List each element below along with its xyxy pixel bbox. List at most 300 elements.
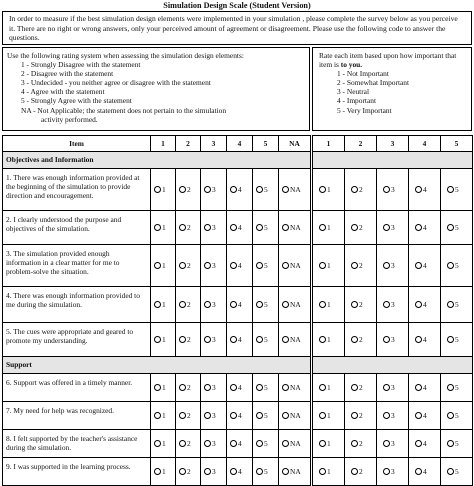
radio-circle-icon[interactable] (319, 186, 326, 193)
radio-circle-icon[interactable] (415, 384, 422, 391)
rating-option[interactable] (345, 245, 377, 287)
rating-option-label: 5 (264, 382, 268, 392)
radio-circle-icon[interactable] (204, 440, 211, 447)
section-heading: Support (3, 357, 311, 374)
rating-option[interactable] (201, 458, 227, 486)
radio-circle-icon[interactable] (351, 336, 358, 343)
rating-column-header: 5 (253, 136, 279, 152)
rating-option[interactable] (176, 402, 201, 430)
rating-option[interactable] (313, 402, 345, 430)
radio-circle-icon[interactable] (319, 412, 326, 419)
rating-option[interactable] (279, 245, 311, 287)
rating-option[interactable] (345, 374, 377, 402)
radio-circle-icon[interactable] (230, 412, 237, 419)
radio-circle-icon[interactable] (230, 384, 237, 391)
rating-option[interactable] (253, 211, 279, 245)
rating-option-label: 3 (212, 466, 216, 476)
importance-legend-item: 4 - Important (337, 96, 376, 106)
rating-option-label: 3 (391, 299, 395, 309)
rating-option-label: 5 (455, 382, 459, 392)
rating-option[interactable] (151, 169, 176, 211)
rating-option[interactable] (409, 245, 441, 287)
rating-option[interactable] (345, 211, 377, 245)
importance-legend-heading-text: Rate each item based upon how important that item is (319, 51, 457, 70)
rating-option[interactable] (377, 402, 409, 430)
rating-option[interactable] (345, 287, 377, 323)
radio-circle-icon[interactable] (447, 186, 454, 193)
importance-column-header: 4 (409, 136, 441, 152)
rating-option-label: 5 (455, 410, 459, 420)
rating-option[interactable] (313, 430, 345, 458)
rating-option[interactable] (151, 323, 176, 357)
radio-circle-icon[interactable] (447, 384, 454, 391)
radio-circle-icon[interactable] (256, 384, 263, 391)
rating-option[interactable] (227, 458, 253, 486)
rating-option-label: 1 (327, 410, 331, 420)
rating-option[interactable] (441, 402, 473, 430)
radio-circle-icon[interactable] (179, 468, 186, 475)
radio-circle-icon[interactable] (319, 301, 326, 308)
importance-legend-item: 5 - Very Important (337, 105, 392, 115)
rating-column-header: 2 (176, 136, 201, 152)
radio-circle-icon[interactable] (383, 224, 390, 231)
radio-circle-icon[interactable] (282, 468, 289, 475)
agreement-legend-item: 5 - Strongly Agree with the statement (21, 96, 132, 106)
radio-circle-icon[interactable] (179, 262, 186, 269)
rating-option-label: 5 (264, 222, 268, 232)
rating-option[interactable] (201, 287, 227, 323)
rating-option[interactable] (409, 211, 441, 245)
rating-option-label: NA (290, 382, 301, 392)
rating-option[interactable] (201, 211, 227, 245)
radio-circle-icon[interactable] (256, 412, 263, 419)
section-heading-fill (313, 357, 473, 374)
table-row (313, 323, 473, 357)
rating-option-label: 4 (423, 410, 427, 420)
rating-option[interactable] (409, 430, 441, 458)
table-row (313, 211, 473, 245)
rating-option-label: 5 (455, 299, 459, 309)
rating-option[interactable] (345, 169, 377, 211)
rating-option-label: 5 (264, 334, 268, 344)
rating-option[interactable] (441, 287, 473, 323)
rating-option-label: 1 (162, 438, 166, 448)
rating-option-label: 5 (264, 438, 268, 448)
radio-circle-icon[interactable] (204, 301, 211, 308)
radio-circle-icon[interactable] (230, 186, 237, 193)
rating-option[interactable] (441, 323, 473, 357)
rating-option-label: 2 (187, 222, 191, 232)
radio-circle-icon[interactable] (415, 440, 422, 447)
rating-option-label: 2 (359, 222, 363, 232)
rating-option[interactable] (441, 430, 473, 458)
radio-circle-icon[interactable] (230, 336, 237, 343)
table-row (3, 169, 311, 211)
radio-circle-icon[interactable] (415, 336, 422, 343)
rating-option-label: 1 (327, 438, 331, 448)
rating-option[interactable] (313, 211, 345, 245)
radio-circle-icon[interactable] (319, 336, 326, 343)
rating-option[interactable] (377, 430, 409, 458)
radio-circle-icon[interactable] (204, 186, 211, 193)
rating-option[interactable] (409, 374, 441, 402)
rating-option[interactable] (377, 169, 409, 211)
rating-option[interactable] (279, 169, 311, 211)
rating-option-label: 4 (238, 222, 242, 232)
radio-circle-icon[interactable] (351, 262, 358, 269)
rating-option[interactable] (151, 374, 176, 402)
rating-option[interactable] (409, 323, 441, 357)
rating-option[interactable] (377, 458, 409, 486)
radio-circle-icon[interactable] (282, 336, 289, 343)
table-row (3, 430, 311, 458)
rating-option[interactable] (176, 323, 201, 357)
rating-option[interactable] (253, 458, 279, 486)
radio-circle-icon[interactable] (204, 384, 211, 391)
rating-option-label: 5 (264, 299, 268, 309)
radio-circle-icon[interactable] (282, 301, 289, 308)
rating-option-label: 2 (187, 260, 191, 270)
rating-option[interactable] (151, 430, 176, 458)
radio-circle-icon[interactable] (230, 468, 237, 475)
rating-option[interactable] (441, 245, 473, 287)
rating-option[interactable] (176, 211, 201, 245)
radio-circle-icon[interactable] (319, 440, 326, 447)
radio-circle-icon[interactable] (256, 262, 263, 269)
radio-circle-icon[interactable] (154, 186, 161, 193)
radio-circle-icon[interactable] (154, 440, 161, 447)
table-row (3, 402, 311, 430)
radio-circle-icon[interactable] (154, 262, 161, 269)
rating-option[interactable] (279, 430, 311, 458)
radio-circle-icon[interactable] (256, 440, 263, 447)
rating-option-label: 1 (162, 260, 166, 270)
table-header-row (3, 136, 311, 152)
rating-option-label: NA (290, 438, 301, 448)
radio-circle-icon[interactable] (256, 186, 263, 193)
rating-option-label: 1 (162, 299, 166, 309)
rating-option[interactable] (253, 323, 279, 357)
radio-circle-icon[interactable] (179, 412, 186, 419)
rating-option[interactable] (176, 430, 201, 458)
radio-circle-icon[interactable] (351, 186, 358, 193)
radio-circle-icon[interactable] (204, 412, 211, 419)
rating-option[interactable] (151, 402, 176, 430)
rating-option[interactable] (253, 287, 279, 323)
rating-column-header: 3 (201, 136, 227, 152)
rating-option-label: 3 (391, 260, 395, 270)
radio-circle-icon[interactable] (447, 301, 454, 308)
section-heading: Objectives and Information (3, 152, 311, 169)
rating-option[interactable] (227, 374, 253, 402)
radio-circle-icon[interactable] (154, 301, 161, 308)
rating-option-label: 4 (423, 260, 427, 270)
radio-circle-icon[interactable] (282, 224, 289, 231)
rating-option[interactable] (377, 287, 409, 323)
section-row (313, 152, 473, 169)
rating-option[interactable] (227, 169, 253, 211)
rating-option[interactable] (227, 323, 253, 357)
radio-circle-icon[interactable] (179, 336, 186, 343)
rating-option-label: 2 (359, 382, 363, 392)
radio-circle-icon[interactable] (179, 186, 186, 193)
rating-option[interactable] (377, 245, 409, 287)
rating-option-label: 2 (359, 410, 363, 420)
radio-circle-icon[interactable] (447, 412, 454, 419)
rating-option[interactable] (279, 458, 311, 486)
agreement-legend-item: 4 - Agree with the statement (21, 87, 105, 97)
rating-option[interactable] (313, 245, 345, 287)
rating-option[interactable] (313, 287, 345, 323)
radio-circle-icon[interactable] (447, 336, 454, 343)
rating-option-label: 5 (455, 466, 459, 476)
importance-column-header: 3 (377, 136, 409, 152)
radio-circle-icon[interactable] (204, 224, 211, 231)
rating-option[interactable] (313, 323, 345, 357)
rating-option-label: 3 (212, 184, 216, 194)
rating-option-label: 4 (238, 299, 242, 309)
table-header-row (313, 136, 473, 152)
rating-option-label: 2 (187, 466, 191, 476)
rating-option[interactable] (201, 430, 227, 458)
rating-option-label: 1 (162, 184, 166, 194)
item-text: 9. I was supported in the learning process. (3, 458, 151, 486)
rating-option[interactable] (227, 245, 253, 287)
rating-option[interactable] (409, 458, 441, 486)
rating-option-label: 3 (391, 438, 395, 448)
rating-option[interactable] (313, 169, 345, 211)
rating-option-label: 4 (423, 299, 427, 309)
item-text: 2. I clearly understood the purpose and objectives of the simulation. (3, 211, 151, 245)
table-row (3, 374, 311, 402)
radio-circle-icon[interactable] (319, 468, 326, 475)
radio-circle-icon[interactable] (447, 224, 454, 231)
radio-circle-icon[interactable] (256, 336, 263, 343)
rating-option[interactable] (176, 374, 201, 402)
agreement-legend-item: 2 - Disagree with the statement (21, 69, 114, 79)
radio-circle-icon[interactable] (447, 262, 454, 269)
rating-option[interactable] (441, 211, 473, 245)
radio-circle-icon[interactable] (204, 336, 211, 343)
radio-circle-icon[interactable] (179, 224, 186, 231)
rating-option-label: 3 (391, 184, 395, 194)
rating-option[interactable] (345, 458, 377, 486)
radio-circle-icon[interactable] (319, 224, 326, 231)
rating-option[interactable] (377, 374, 409, 402)
rating-option[interactable] (409, 402, 441, 430)
item-text: 4. There was enough information provided to me during the simulation. (3, 287, 151, 323)
radio-circle-icon[interactable] (415, 224, 422, 231)
importance-table (312, 135, 473, 486)
rating-option[interactable] (201, 323, 227, 357)
rating-option[interactable] (151, 245, 176, 287)
rating-option[interactable] (279, 287, 311, 323)
table-row (3, 211, 311, 245)
rating-option-label: 5 (264, 466, 268, 476)
rating-option-label: 2 (359, 299, 363, 309)
rating-option[interactable] (313, 374, 345, 402)
radio-circle-icon[interactable] (415, 301, 422, 308)
rating-option[interactable] (441, 458, 473, 486)
rating-option-label: 5 (455, 184, 459, 194)
importance-column-header: 1 (313, 136, 345, 152)
section-row (3, 152, 311, 169)
radio-circle-icon[interactable] (204, 468, 211, 475)
radio-circle-icon[interactable] (447, 468, 454, 475)
radio-circle-icon[interactable] (204, 262, 211, 269)
rating-option-label: 1 (162, 222, 166, 232)
rating-option-label: NA (290, 260, 301, 270)
radio-circle-icon[interactable] (230, 262, 237, 269)
radio-circle-icon[interactable] (415, 412, 422, 419)
importance-legend-item: 1 - Not Important (337, 69, 389, 79)
rating-option[interactable] (201, 374, 227, 402)
radio-circle-icon[interactable] (230, 440, 237, 447)
rating-option-label: NA (290, 410, 301, 420)
rating-option-label: 2 (359, 184, 363, 194)
rating-option[interactable] (279, 402, 311, 430)
rating-option[interactable] (441, 169, 473, 211)
agreement-legend-na: NA - Not Applicable; the statement does not pertain to the simulation (21, 105, 227, 115)
rating-option-label: 5 (455, 260, 459, 270)
radio-circle-icon[interactable] (383, 262, 390, 269)
rating-option[interactable] (409, 287, 441, 323)
rating-option[interactable] (151, 458, 176, 486)
radio-circle-icon[interactable] (179, 384, 186, 391)
rating-option-label: 2 (359, 260, 363, 270)
radio-circle-icon[interactable] (383, 468, 390, 475)
rating-option[interactable] (227, 402, 253, 430)
rating-option-label: 4 (423, 382, 427, 392)
radio-circle-icon[interactable] (351, 440, 358, 447)
rating-option[interactable] (345, 402, 377, 430)
radio-circle-icon[interactable] (383, 301, 390, 308)
rating-option[interactable] (227, 287, 253, 323)
rating-option[interactable] (253, 245, 279, 287)
rating-option[interactable] (201, 245, 227, 287)
radio-circle-icon[interactable] (319, 384, 326, 391)
rating-option-label: 5 (455, 334, 459, 344)
rating-option-label: 1 (327, 334, 331, 344)
rating-option-label: 2 (187, 438, 191, 448)
rating-column-header: NA (279, 136, 311, 152)
rating-option[interactable] (176, 287, 201, 323)
radio-circle-icon[interactable] (383, 186, 390, 193)
rating-option-label: 3 (212, 334, 216, 344)
radio-circle-icon[interactable] (282, 186, 289, 193)
item-text: 7. My need for help was recognized. (3, 402, 151, 430)
radio-circle-icon[interactable] (319, 262, 326, 269)
agreement-legend-heading: Use the following rating system when assessing the simulation design elements: (7, 51, 244, 60)
rating-option-label: 3 (391, 334, 395, 344)
rating-option[interactable] (279, 374, 311, 402)
rating-option[interactable] (345, 323, 377, 357)
radio-circle-icon[interactable] (282, 262, 289, 269)
rating-option[interactable] (409, 169, 441, 211)
rating-option[interactable] (253, 402, 279, 430)
importance-legend-item: 2 - Somewhat Important (337, 78, 410, 88)
radio-circle-icon[interactable] (282, 440, 289, 447)
table-row (313, 458, 473, 486)
radio-circle-icon[interactable] (154, 468, 161, 475)
rating-option-label: 2 (359, 438, 363, 448)
rating-option-label: NA (290, 184, 301, 194)
rating-option[interactable] (151, 211, 176, 245)
rating-option[interactable] (227, 430, 253, 458)
rating-option-label: 4 (238, 334, 242, 344)
rating-option[interactable] (176, 169, 201, 211)
rating-option[interactable] (151, 287, 176, 323)
rating-option[interactable] (227, 211, 253, 245)
rating-option[interactable] (441, 374, 473, 402)
radio-circle-icon[interactable] (351, 301, 358, 308)
table-row (313, 245, 473, 287)
radio-circle-icon[interactable] (179, 440, 186, 447)
radio-circle-icon[interactable] (415, 262, 422, 269)
radio-circle-icon[interactable] (447, 440, 454, 447)
rating-option-label: 4 (238, 410, 242, 420)
importance-column-header: 2 (345, 136, 377, 152)
rating-option[interactable] (201, 169, 227, 211)
radio-circle-icon[interactable] (256, 301, 263, 308)
item-text: 6. Support was offered in a timely manner. (3, 374, 151, 402)
radio-circle-icon[interactable] (383, 336, 390, 343)
rating-option-label: 1 (162, 466, 166, 476)
radio-circle-icon[interactable] (383, 412, 390, 419)
radio-circle-icon[interactable] (415, 186, 422, 193)
radio-circle-icon[interactable] (154, 412, 161, 419)
rating-option[interactable] (377, 323, 409, 357)
radio-circle-icon[interactable] (154, 336, 161, 343)
radio-circle-icon[interactable] (282, 412, 289, 419)
rating-option[interactable] (253, 430, 279, 458)
radio-circle-icon[interactable] (351, 468, 358, 475)
radio-circle-icon[interactable] (179, 301, 186, 308)
rating-option[interactable] (176, 458, 201, 486)
rating-option[interactable] (377, 211, 409, 245)
agreement-legend (2, 47, 310, 131)
rating-option-label: 3 (391, 410, 395, 420)
radio-circle-icon[interactable] (383, 384, 390, 391)
radio-circle-icon[interactable] (154, 224, 161, 231)
rating-option[interactable] (345, 430, 377, 458)
radio-circle-icon[interactable] (256, 224, 263, 231)
radio-circle-icon[interactable] (230, 301, 237, 308)
rating-option[interactable] (253, 169, 279, 211)
instructions-box: In order to measure if the best simulation design elements were implemented in your simulation , please complete the survey below as you perceive it. There are no right or wrong answers, only your perceived amount of agreement or disagreement. Please use the following code to answer the questions. (2, 11, 472, 45)
rating-option-label: 4 (423, 334, 427, 344)
rating-option[interactable] (313, 458, 345, 486)
rating-option[interactable] (253, 374, 279, 402)
radio-circle-icon[interactable] (256, 468, 263, 475)
rating-option[interactable] (176, 245, 201, 287)
rating-option[interactable] (279, 211, 311, 245)
radio-circle-icon[interactable] (351, 412, 358, 419)
radio-circle-icon[interactable] (230, 224, 237, 231)
rating-option-label: 3 (391, 222, 395, 232)
radio-circle-icon[interactable] (154, 384, 161, 391)
rating-option[interactable] (201, 402, 227, 430)
radio-circle-icon[interactable] (351, 224, 358, 231)
radio-circle-icon[interactable] (383, 440, 390, 447)
rating-option[interactable] (279, 323, 311, 357)
radio-circle-icon[interactable] (351, 384, 358, 391)
rating-option-label: 5 (264, 260, 268, 270)
radio-circle-icon[interactable] (282, 384, 289, 391)
radio-circle-icon[interactable] (415, 468, 422, 475)
importance-legend (312, 47, 472, 131)
rating-option-label: NA (290, 334, 301, 344)
